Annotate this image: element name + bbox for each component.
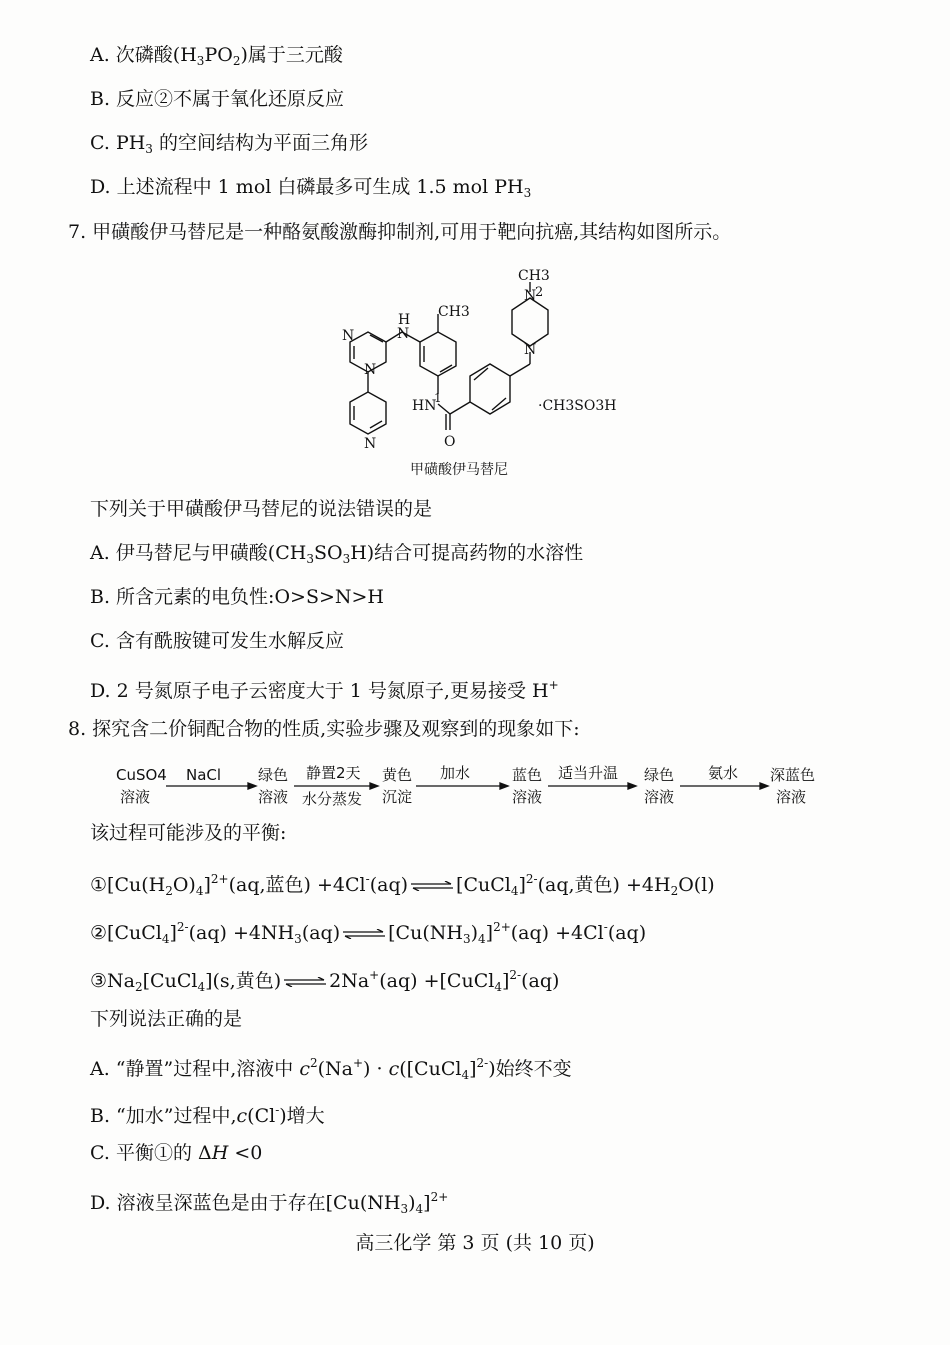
q6-option-b: B. 反应②不属于氧化还原反应 — [90, 88, 345, 110]
flow-start-label: CuSO4 — [116, 766, 167, 784]
q8-equilibrium-1: $①[Cu(H_2O)_4]^{2+}(aq$,蓝色) +4Cl-(aq) [CuCl$_4$]$^{2-}$(aq,黄色) $+4H_2O(l)$ — [90, 872, 715, 898]
q6-option-c: C. $PH_3$ 的空间结构为平面三角形 — [90, 132, 368, 156]
q6-option-a: A. 次磷酸$(H_3PO_2)$属于三元酸 — [90, 44, 343, 68]
flow-arrows — [166, 783, 768, 789]
flow-result-3-color: 蓝色 — [512, 766, 543, 784]
q8-equilibrium-3: $③Na_2[CuCl_4](s$,黄色) 2Na+(aq) +[CuCl$_4$]$^{2-}$(aq) — [90, 968, 560, 994]
mesylate-salt-label: ·CH3SO3H — [538, 398, 617, 414]
equilibrium-arrow-icon — [411, 881, 453, 891]
flow-result-2-state: 沉淀 — [382, 788, 413, 806]
piperazine-n-label: N — [524, 342, 537, 358]
flow-result-1-state: 溶液 — [258, 788, 289, 806]
flow-result-4-state: 溶液 — [644, 788, 675, 806]
flow-result-2-color: 黄色 — [382, 766, 413, 784]
nitrogen-2-number: 2 — [535, 285, 544, 300]
flow-result-5-color: 深蓝色 — [770, 766, 816, 784]
page-footer: 高三化学 第 3 页 (共 10 页) — [355, 1232, 595, 1254]
q7-option-d: D. 2 号氮原子电子云密度大于 1 号氮原子,更易接受 H+ — [90, 678, 559, 702]
flow-step-1-reagent: NaCl — [186, 766, 222, 784]
amine-h-label: H — [398, 312, 411, 328]
experiment-flow — [108, 762, 828, 812]
pyrimidine-n1-label: N — [342, 328, 355, 344]
flow-result-5-state: 溶液 — [776, 788, 807, 806]
q8-option-c: C. 平衡①的 ΔH <0 — [90, 1142, 263, 1164]
q7-option-b: B. 所含元素的电负性:O>S>N>H — [90, 586, 384, 608]
pyridine-n-label: N — [364, 436, 377, 452]
flow-result-4-color: 绿色 — [644, 766, 675, 784]
flow-step-2-note: 水分蒸发 — [302, 790, 363, 808]
nitrogen-1-number: 1 — [434, 391, 442, 405]
q7-prompt: 下列关于甲磺酸伊马替尼的说法错误的是 — [90, 498, 433, 520]
flow-result-1-color: 绿色 — [258, 766, 289, 784]
nitrogen-2-label: N — [524, 288, 537, 304]
amide-hn-label: HN — [412, 398, 437, 414]
amine-n-label: N — [397, 326, 410, 342]
flow-result-3-state: 溶液 — [512, 788, 543, 806]
flow-start-state: 溶液 — [120, 788, 151, 806]
pyrimidine-n2-label: N — [364, 362, 377, 378]
flow-step-4-condition: 适当升温 — [558, 764, 619, 782]
q8-stem: 8. 探究含二价铜配合物的性质,实验步骤及观察到的现象如下: — [68, 718, 580, 740]
q7-option-a: A. 伊马替尼与甲磺酸$(CH_3SO_3H)$结合可提高药物的水溶性 — [90, 542, 584, 566]
q8-prompt: 下列说法正确的是 — [90, 1008, 243, 1030]
equilibrium-arrow-icon — [343, 929, 385, 939]
flow-step-3-condition: 加水 — [440, 764, 471, 782]
q6-option-d: D. 上述流程中 1 mol 白磷最多可生成 1.5 mol $PH_3$ — [90, 176, 532, 200]
q7-option-c: C. 含有酰胺键可发生水解反应 — [90, 630, 344, 652]
q8-equilibria-intro: 该过程可能涉及的平衡: — [90, 822, 287, 844]
imatinib-structure-figure — [320, 262, 630, 482]
q8-equilibrium-2: ②[CuCl$_4$]$^{2-}$(aq) $+4NH_3(aq)$ $[Cu(NH_3)_4]^{2+}(aq) +4Cl^-(aq)$ — [90, 920, 647, 946]
amide-o-label: O — [444, 434, 456, 450]
q7-stem: 7. 甲磺酸伊马替尼是一种酪氨酸激酶抑制剂,可用于靶向抗癌,其结构如图所示。 — [68, 221, 732, 243]
equilibrium-arrow-icon — [284, 977, 326, 987]
figure-caption: 甲磺酸伊马替尼 — [410, 462, 508, 478]
flow-step-5-reagent: 氨水 — [708, 764, 739, 782]
ring-methyl-label: CH3 — [438, 304, 470, 320]
q8-option-d: D. 溶液呈深蓝色是由于存在$[Cu(NH_3)_4]^{2+}$ — [90, 1190, 449, 1216]
q8-option-b: B. “加水”过程中,c(Cl-)增大 — [90, 1103, 325, 1127]
q8-option-a: A. “静置”过程中,溶液中 $c^2(Na^+)$ · c([CuCl$_4$]$^{2-}$)始终不变 — [90, 1056, 572, 1082]
flow-step-2-condition: 静置2天 — [306, 764, 361, 782]
methyl-top-label: CH3 — [518, 268, 550, 284]
